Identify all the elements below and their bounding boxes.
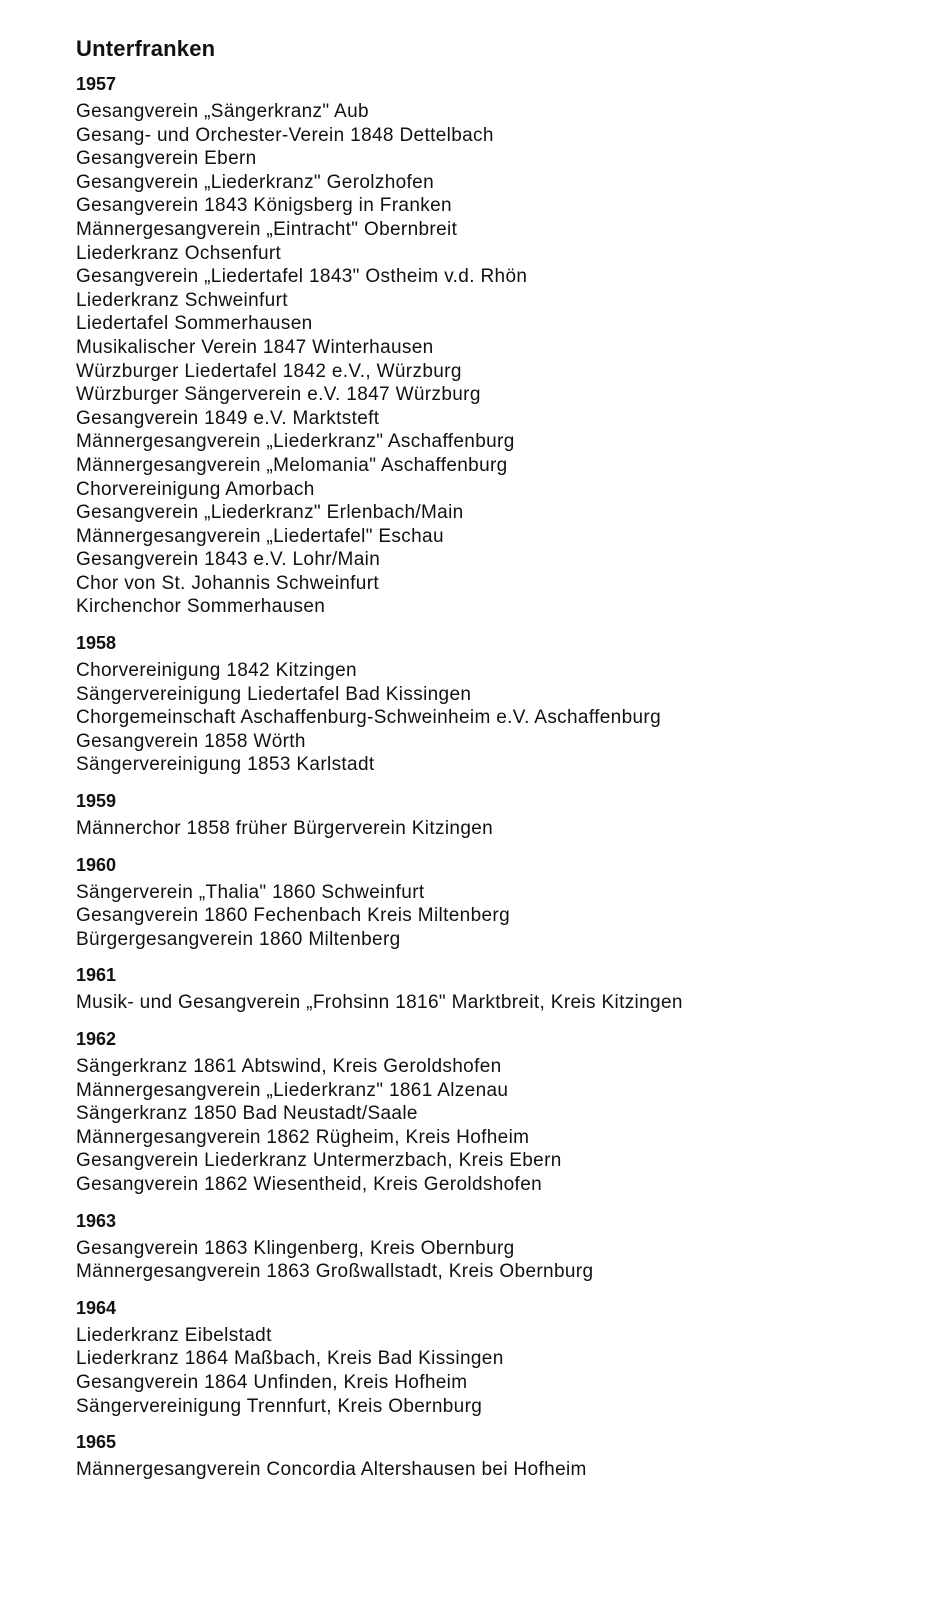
year-heading: 1961 <box>76 965 117 986</box>
list-item: Sängerverein „Thalia" 1860 Schweinfurt <box>76 881 425 903</box>
list-item: Sängerkranz 1850 Bad Neustadt/Saale <box>76 1103 418 1125</box>
list-item: Männergesangverein Concordia Altershausen bei Hofheim <box>76 1459 587 1481</box>
entry-list <box>76 1055 906 1197</box>
list-item: Männergesangverein 1862 Rügheim, Kreis Hofheim <box>76 1126 530 1148</box>
year-heading: 1962 <box>76 1029 117 1049</box>
year-section-1963 <box>76 1209 906 1284</box>
list-item: Männergesangverein 1863 Großwallstadt, Kreis Obernburg <box>76 1261 594 1283</box>
entry-list <box>76 1324 906 1418</box>
entry-list <box>76 1237 906 1284</box>
year-heading: 1965 <box>76 1432 117 1453</box>
list-item: Gesangverein 1843 e.V. Lohr/Main <box>76 549 381 571</box>
list-item: Liederkranz Eibelstadt <box>76 1324 272 1346</box>
list-item: Bürgergesangverein 1860 Miltenberg <box>76 928 401 950</box>
list-item: Männergesangverein „Liederkranz" Aschaffenburg <box>76 431 515 453</box>
year-section-1965 <box>76 1430 906 1482</box>
list-item: Liedertafel Sommerhausen <box>76 313 313 335</box>
list-item: Gesang- und Orchester-Verein 1848 Dettelbach <box>76 124 494 146</box>
list-item: Männergesangverein „Eintracht" Obernbreit <box>76 218 458 240</box>
list-item: Männerchor 1858 früher Bürgerverein Kitzingen <box>76 818 494 840</box>
entry-list <box>76 100 906 619</box>
list-item: Sängervereinigung 1853 Karlstadt <box>76 754 375 776</box>
list-item: Gesangverein „Liedertafel 1843" Ostheim v.d. Rhön <box>76 266 528 288</box>
list-item: Gesangverein „Liederkranz" Erlenbach/Main <box>76 502 464 524</box>
list-item: Gesangverein 1863 Klingenberg, Kreis Obernburg <box>76 1237 515 1259</box>
list-item: Würzburger Sängerverein e.V. 1847 Würzburg <box>76 384 481 406</box>
list-item: Kirchenchor Sommerhausen <box>76 596 326 618</box>
entry-list <box>76 881 906 952</box>
list-item: Gesangverein Ebern <box>76 148 257 170</box>
list-item: Gesangverein 1843 Königsberg in Franken <box>76 195 452 217</box>
year-heading: 1958 <box>76 633 117 654</box>
list-item: Gesangverein 1864 Unfinden, Kreis Hofheim <box>76 1371 468 1393</box>
year-section-1962 <box>76 1027 906 1197</box>
year-section-1964 <box>76 1296 906 1418</box>
year-heading: 1957 <box>76 74 117 94</box>
year-section-1957 <box>76 72 906 619</box>
year-section-1960 <box>76 853 906 952</box>
entry-list <box>76 1458 906 1482</box>
entry-list <box>76 991 906 1015</box>
list-item: Chorvereinigung 1842 Kitzingen <box>76 660 357 682</box>
list-item: Gesangverein „Liederkranz" Gerolzhofen <box>76 171 435 193</box>
list-item: Chorvereinigung Amorbach <box>76 478 315 500</box>
list-item: Männergesangverein „Liederkranz" 1861 Alzenau <box>76 1079 509 1101</box>
document-page <box>76 34 906 1494</box>
list-item: Liederkranz Schweinfurt <box>76 289 288 311</box>
list-item: Musikalischer Verein 1847 Winterhausen <box>76 336 434 358</box>
list-item: Liederkranz 1864 Maßbach, Kreis Bad Kissingen <box>76 1348 504 1370</box>
page-title: Unterfranken <box>76 36 216 61</box>
entry-list <box>76 817 906 841</box>
list-item: Musik- und Gesangverein „Frohsinn 1816" Marktbreit, Kreis Kitzingen <box>76 992 683 1014</box>
list-item: Männergesangverein „Liedertafel" Eschau <box>76 525 444 547</box>
list-item: Chorgemeinschaft Aschaffenburg-Schweinheim e.V. Aschaffenburg <box>76 707 662 729</box>
list-item: Männergesangverein „Melomania" Aschaffenburg <box>76 454 508 476</box>
list-item: Würzburger Liedertafel 1842 e.V., Würzburg <box>76 360 462 382</box>
list-item: Gesangverein 1860 Fechenbach Kreis Miltenberg <box>76 905 511 927</box>
year-heading: 1960 <box>76 854 117 875</box>
list-item: Sängervereinigung Trennfurt, Kreis Obernburg <box>76 1395 483 1417</box>
list-item: Sängerkranz 1861 Abtswind, Kreis Geroldshofen <box>76 1056 502 1077</box>
year-section-1959 <box>76 789 906 841</box>
list-item: Sängervereinigung Liedertafel Bad Kissingen <box>76 683 472 705</box>
list-item: Gesangverein Liederkranz Untermerzbach, Kreis Ebern <box>76 1150 562 1172</box>
list-item: Liederkranz Ochsenfurt <box>76 242 282 264</box>
year-heading: 1964 <box>76 1297 117 1318</box>
entry-list <box>76 659 906 777</box>
list-item: Chor von St. Johannis Schweinfurt <box>76 572 380 594</box>
list-item: Gesangverein 1858 Wörth <box>76 730 306 752</box>
year-heading: 1959 <box>76 791 117 812</box>
year-sections <box>76 72 906 1482</box>
year-section-1961 <box>76 963 906 1015</box>
year-section-1958 <box>76 631 906 777</box>
list-item: Gesangverein 1862 Wiesentheid, Kreis Geroldshofen <box>76 1173 543 1195</box>
list-item: Gesangverein 1849 e.V. Marktsteft <box>76 407 380 429</box>
year-heading: 1963 <box>76 1210 117 1231</box>
list-item: Gesangverein „Sängerkranz" Aub <box>76 101 369 122</box>
